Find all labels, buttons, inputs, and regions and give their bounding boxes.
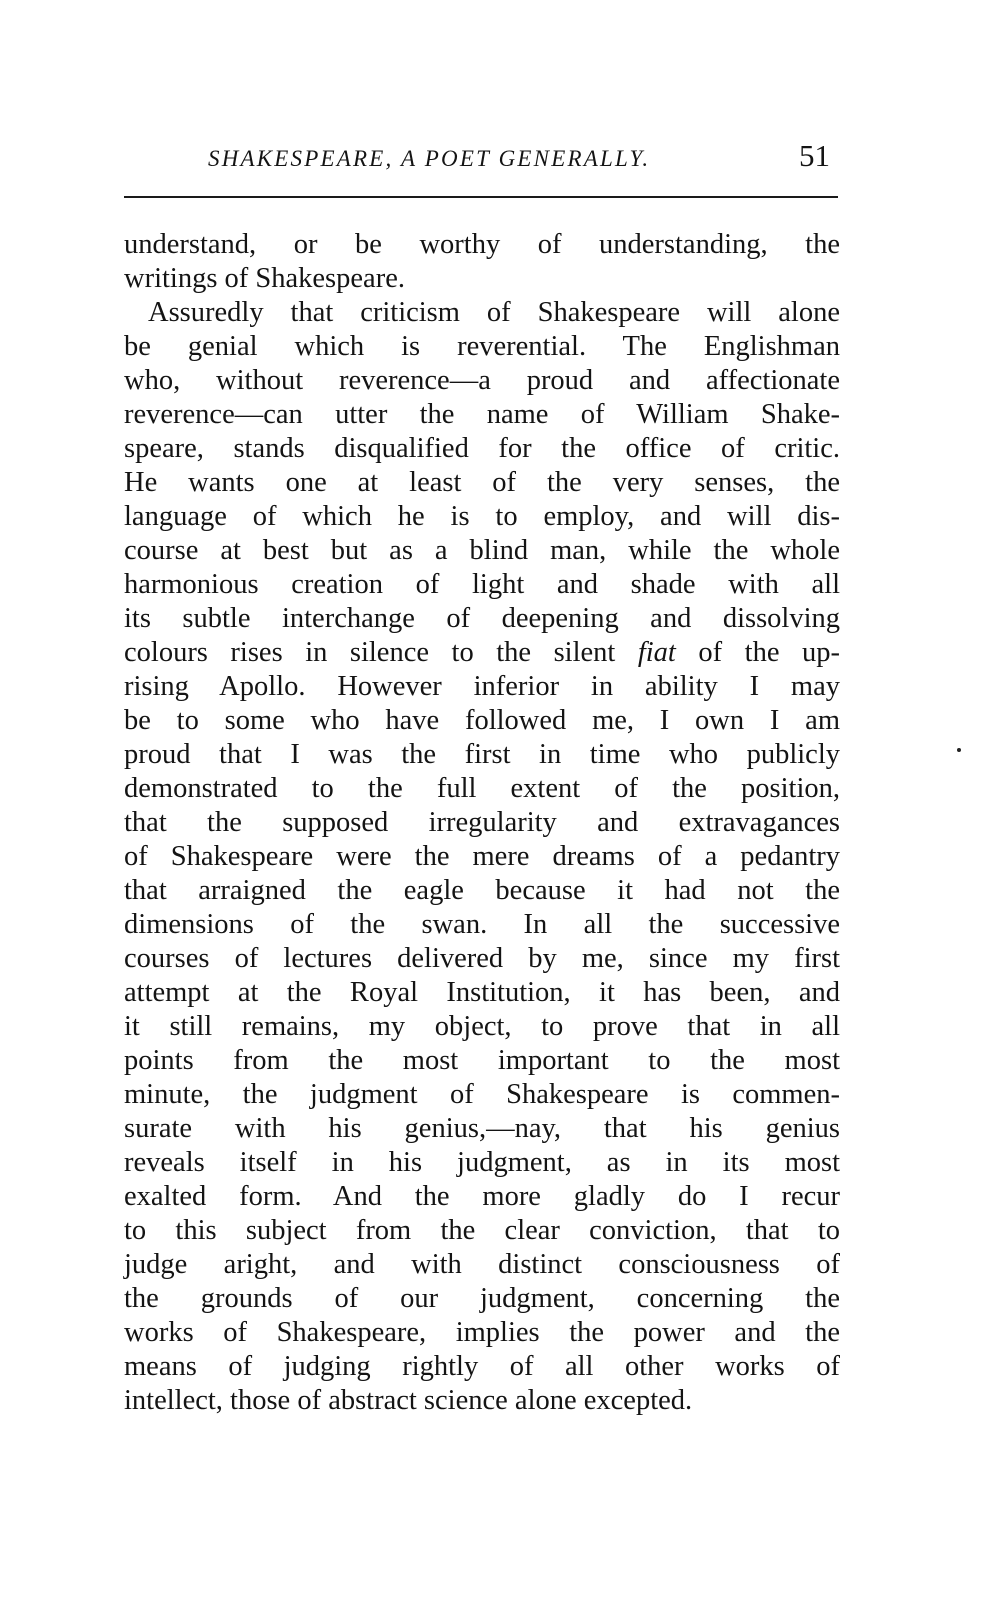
text-line: judge aright, and with distinct consciousness of xyxy=(124,1249,840,1280)
text-line: harmonious creation of light and shade with all xyxy=(124,569,840,600)
text-line: understand, or be worthy of understanding, the xyxy=(124,229,840,260)
text-line: it still remains, my object, to prove that in all xyxy=(124,1011,840,1042)
page-number: 51 xyxy=(799,138,830,173)
text-line: minute, the judgment of Shakespeare is commen- xyxy=(124,1079,840,1110)
text-line: language of which he is to employ, and will dis- xyxy=(124,501,840,532)
text-line: be to some who have followed me, I own I am xyxy=(124,705,840,736)
text-line: dimensions of the swan. In all the successive xyxy=(124,909,840,940)
text-line: courses of lectures delivered by me, since my first xyxy=(124,943,840,974)
text-line: writings of Shakespeare. xyxy=(124,263,405,294)
text-line: means of judging rightly of all other works of xyxy=(124,1351,840,1382)
text-line: be genial which is reverential. The Englishman xyxy=(124,331,840,362)
body-text xyxy=(124,228,840,1418)
text-line: colours rises in silence to the silent fiat of the up- xyxy=(124,637,840,668)
text-line: speare, stands disqualified for the office of critic. xyxy=(124,433,840,464)
text-line: rising Apollo. However inferior in ability I may xyxy=(124,671,840,702)
text-line: exalted form. And the more gladly do I recur xyxy=(124,1181,840,1212)
text-line: the grounds of our judgment, concerning the xyxy=(124,1283,840,1314)
text-line: surate with his genius,—nay, that his genius xyxy=(124,1113,840,1144)
header-rule xyxy=(124,196,838,198)
text-line: who, without reverence—a proud and affectionate xyxy=(124,365,840,396)
text-line: that the supposed irregularity and extravagances xyxy=(124,807,840,838)
text-line: reverence—can utter the name of William Shake- xyxy=(124,399,840,430)
running-title: SHAKESPEARE, A POET GENERALLY. xyxy=(208,146,651,171)
text-line: its subtle interchange of deepening and dissolving xyxy=(124,603,840,634)
text-line: He wants one at least of the very senses, the xyxy=(124,467,840,498)
text-line: Assuredly that criticism of Shakespeare will alone xyxy=(148,297,840,328)
running-header xyxy=(122,140,834,184)
text-line: attempt at the Royal Institution, it has been, and xyxy=(124,977,840,1008)
text-line: demonstrated to the full extent of the position, xyxy=(124,773,840,804)
text-line: works of Shakespeare, implies the power and the xyxy=(124,1317,840,1348)
text-line: proud that I was the first in time who publicly xyxy=(124,739,840,770)
ink-speck xyxy=(957,748,961,752)
text-line: points from the most important to the most xyxy=(124,1045,840,1076)
text-line: of Shakespeare were the mere dreams of a pedantry xyxy=(124,841,840,872)
text-line: reveals itself in his judgment, as in its most xyxy=(124,1147,840,1178)
text-line: course at best but as a blind man, while the whole xyxy=(124,535,840,566)
text-line: that arraigned the eagle because it had not the xyxy=(124,875,840,906)
text-line: to this subject from the clear conviction, that to xyxy=(124,1215,840,1246)
text-line: intellect, those of abstract science alone excepted. xyxy=(124,1385,693,1416)
